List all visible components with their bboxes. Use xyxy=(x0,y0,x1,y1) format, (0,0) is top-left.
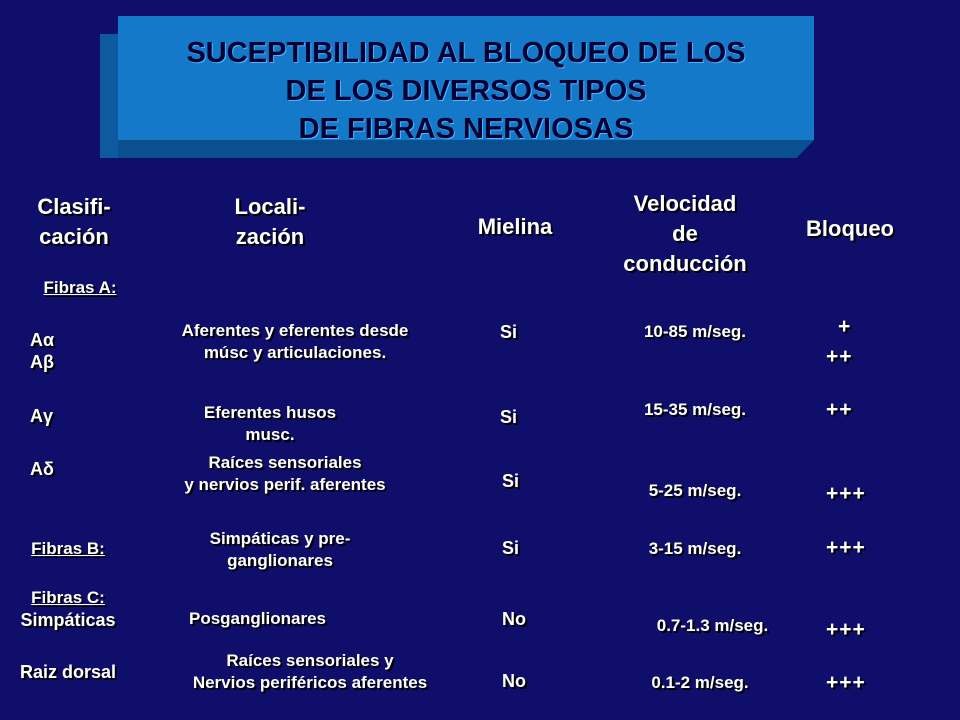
header-localizacion-line-1: Locali- xyxy=(234,194,306,219)
header-bloqueo: Bloqueo xyxy=(806,216,894,241)
loc-a-delta xyxy=(150,452,420,496)
bloqueo-a-delta: +++ xyxy=(826,482,866,505)
header-velocidad-line-2: de xyxy=(672,221,698,246)
class-a-gamma: Aγ xyxy=(30,406,54,426)
loc-a-delta-line-2: y nervios perif. aferentes xyxy=(184,475,386,494)
velocidad-a-gamma: 15-35 m/seg. xyxy=(643,400,747,419)
loc-c-raiz-dorsal-line-1: Raíces sensoriales y xyxy=(226,651,394,670)
header-clasificacion xyxy=(14,192,134,252)
loc-c-raiz-dorsal-line-2: Nervios periféricos aferentes xyxy=(192,673,428,692)
velocidad-a-alpha-beta: 10-85 m/seg. xyxy=(643,322,747,341)
loc-a-alpha-beta-line-2: músc y articulaciones. xyxy=(203,343,387,362)
title-line-3: DE FIBRAS NERVIOSAS xyxy=(298,113,634,145)
header-velocidad xyxy=(590,189,780,279)
title-line-1: SUCEPTIBILIDAD AL BLOQUEO DE LOS xyxy=(186,37,746,69)
class-a-alpha: Aα xyxy=(30,330,55,350)
loc-a-delta-line-1: Raíces sensoriales xyxy=(208,453,362,472)
loc-c-raiz-dorsal xyxy=(150,650,470,694)
header-mielina: Mielina xyxy=(477,214,553,239)
mielina-a-alpha-beta: Si xyxy=(500,322,518,342)
loc-a-gamma-line-2: musc. xyxy=(245,425,295,444)
header-velocidad-line-3: conducción xyxy=(623,251,747,276)
class-c-simpaticas: Simpáticas xyxy=(20,610,116,630)
header-clasificacion-line-1: Clasifi- xyxy=(37,194,111,219)
bloqueo-c-simpaticas: +++ xyxy=(826,618,866,641)
bloqueo-c-raiz-dorsal: +++ xyxy=(826,671,866,694)
page-title xyxy=(118,34,814,148)
loc-b xyxy=(175,528,385,572)
group-label-fibras-b: Fibras B: xyxy=(31,539,105,558)
velocidad-c-raiz-dorsal: 0.1-2 m/seg. xyxy=(651,673,749,692)
mielina-b: Si xyxy=(502,538,520,558)
loc-a-alpha-beta-line-1: Aferentes y eferentes desde xyxy=(181,321,409,340)
header-clasificacion-line-2: cación xyxy=(39,224,109,249)
class-c-raiz-dorsal: Raiz dorsal xyxy=(19,662,117,682)
velocidad-a-delta: 5-25 m/seg. xyxy=(648,481,742,500)
class-a-beta: Aβ xyxy=(30,352,54,372)
loc-a-alpha-beta xyxy=(140,320,450,364)
header-velocidad-line-1: Velocidad xyxy=(633,191,737,216)
mielina-a-gamma: Si xyxy=(500,407,518,427)
class-a-delta: Aδ xyxy=(30,459,54,479)
group-label-fibras-c: Fibras C: xyxy=(31,588,105,607)
header-localizacion xyxy=(200,192,340,252)
bloqueo-b: +++ xyxy=(826,536,866,559)
loc-a-gamma xyxy=(170,402,370,446)
title-banner-side xyxy=(100,34,118,158)
title-banner xyxy=(100,16,814,158)
bloqueo-a-beta: ++ xyxy=(826,345,853,368)
bloqueo-a-gamma: ++ xyxy=(826,398,853,421)
loc-a-gamma-line-1: Eferentes husos xyxy=(203,403,337,422)
velocidad-b: 3-15 m/seg. xyxy=(648,539,742,558)
loc-b-line-1: Simpáticas y pre- xyxy=(209,529,351,548)
mielina-c-raiz-dorsal: No xyxy=(502,671,526,691)
mielina-c-simpaticas: No xyxy=(502,609,526,629)
loc-b-line-2: ganglionares xyxy=(227,551,333,570)
header-localizacion-line-2: zación xyxy=(235,224,305,249)
title-line-2: DE LOS DIVERSOS TIPOS xyxy=(285,75,647,107)
velocidad-c-simpaticas: 0.7-1.3 m/seg. xyxy=(656,616,769,635)
loc-c-simpaticas: Posganglionares xyxy=(189,609,326,628)
group-label-fibras-a: Fibras A: xyxy=(43,278,117,297)
bloqueo-a-alpha: + xyxy=(838,315,852,338)
mielina-a-delta: Si xyxy=(502,471,520,491)
